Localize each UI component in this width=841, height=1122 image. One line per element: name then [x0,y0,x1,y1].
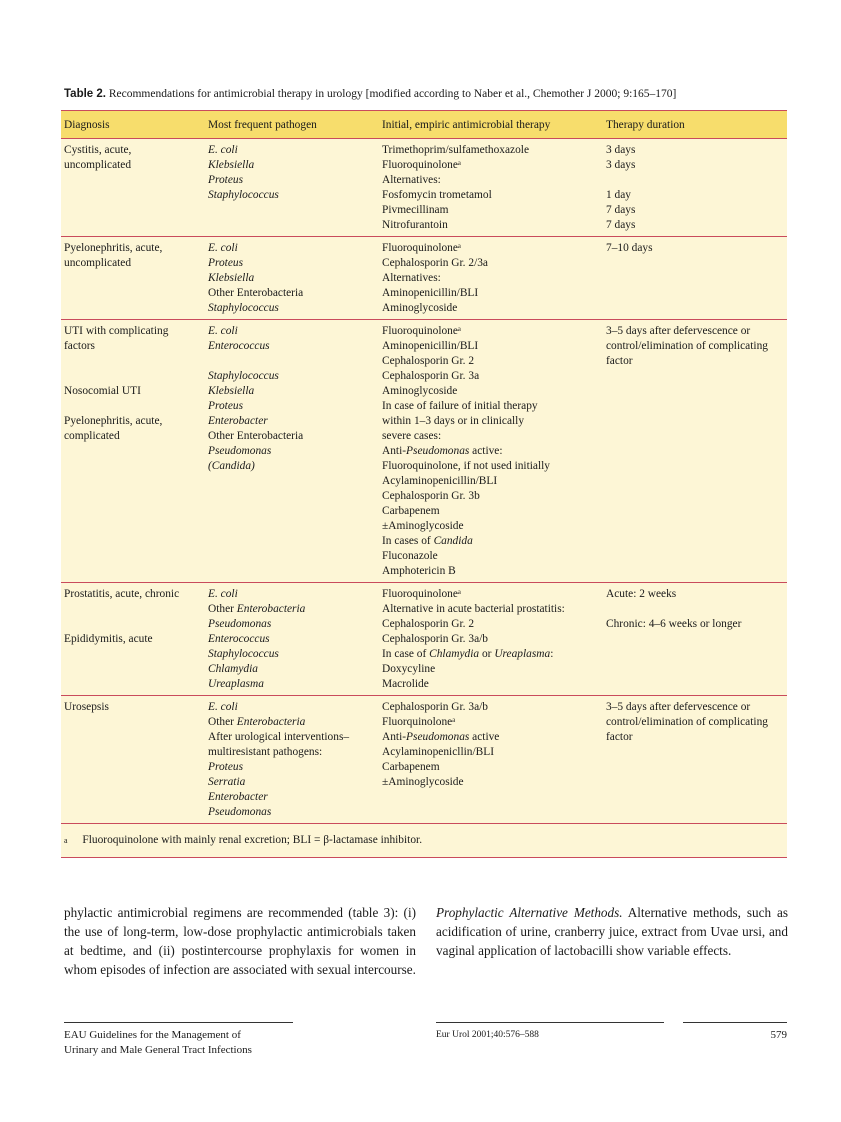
duration-line: Acute: 2 weeks [606,588,677,600]
header-diagnosis: Diagnosis [61,111,205,139]
diagnosis-line: complicated [64,430,120,442]
duration-line: 3–5 days after defervescence or [606,325,751,337]
duration-line: 7 days [606,204,636,216]
diagnosis-line: UTI with complicating [64,325,169,337]
therapy-line: Cephalosporin Gr. 3b [382,490,480,502]
body-right-heading: Prophylactic Alternative Methods. [436,905,623,920]
duration-line: control/elimination of complicating [606,340,768,352]
pathogen-prefix: Other [208,287,237,299]
diagnosis-line: factors [64,340,95,352]
pathogen-line: Enterobacter [208,791,268,803]
body-text-right [436,903,788,960]
pathogen-line: Proteus [208,761,244,773]
pathogen-line: Enterococcus [208,340,270,352]
therapy-line: Cephalosporin Gr. 3a/b [382,701,488,713]
therapy-line: Fluoroquinolone, if not used initially [382,460,551,472]
therapy-cell [379,583,603,696]
therapy-line: Carbapenem [382,505,440,517]
pathogen-line: Enterococcus [208,633,270,645]
diagnosis-cell [61,139,205,237]
diagnosis-line [64,369,202,384]
duration-line: 7 days [606,219,636,231]
therapy-cell [379,139,603,237]
therapy-text-fragment: Anti- [382,731,407,743]
duration-line: 3 days [606,159,636,171]
pathogen-name: Enterobacteria [236,430,304,442]
diagnosis-cell [61,237,205,320]
diagnosis-line: uncomplicated [64,257,132,269]
therapy-line: ±Aminoglycoside [382,776,464,788]
therapy-line: Alternative in acute bacterial prostatitis: [382,603,565,615]
therapy-line: Cephalosporin Gr. 2/3a [382,257,488,269]
pathogen-line: Pseudomonas [208,445,272,457]
therapy-text-fragment: or [479,648,495,660]
duration-line: 1 day [606,189,631,201]
therapy-table [61,110,787,858]
pathogen-line: Serratia [208,776,246,788]
therapy-cell [379,237,603,320]
therapy-line: Aminopenicillin/BLI [382,287,479,299]
diagnosis-line: uncomplicated [64,159,132,171]
diagnosis-line [64,602,202,617]
footer-journal-title [64,1028,252,1058]
pathogen-line: Pseudomonas [208,618,272,630]
therapy-text-fragment: In cases of [382,535,434,547]
pathogen-cell [205,583,379,696]
pathogen-prefix: Other [208,716,237,728]
therapy-line: Carbapenem [382,761,440,773]
footer-left-line1: EAU Guidelines for the Management of [64,1029,241,1041]
diagnosis-line: Nosocomial UTI [64,385,141,397]
table-caption-label: Table 2. [64,88,106,100]
duration-line: factor [606,355,633,367]
pathogen-line: Chlamydia [208,663,258,675]
footer-rule-left [64,1022,293,1023]
therapy-text-fragment: Anti- [382,445,407,457]
diagnosis-line: Prostatitis, acute, chronic [64,588,180,600]
pathogen-line: Staphylococcus [208,370,279,382]
footnote-marker: a [64,836,68,845]
pathogen-line [208,429,376,444]
therapy-line: Fosfomycin trometamol [382,189,492,201]
pathogen-name: Enterobacteria [236,603,306,615]
diagnosis-line: Urosepsis [64,701,109,713]
therapy-cell [379,696,603,824]
duration-cell [603,320,787,583]
therapy-line: Alternatives: [382,272,441,284]
pathogen-cell [205,320,379,583]
therapy-line: Fluoroquinoloneᵃ [382,325,462,337]
table-caption [64,88,784,100]
pathogen-line: Staphylococcus [208,302,279,314]
therapy-line: ±Aminoglycoside [382,520,464,532]
therapy-line: Fluorquinoloneᵃ [382,716,456,728]
table-row [61,320,787,583]
footer-citation: Eur Urol 2001;40:576–588 [436,1030,539,1040]
therapy-line: Cephalosporin Gr. 2 [382,355,475,367]
duration-cell [603,583,787,696]
diagnosis-cell [61,696,205,824]
therapy-line: Pivmecillinam [382,204,449,216]
therapy-line: Acylaminopenicllin/BLI [382,746,494,758]
pathogen-line [208,354,376,369]
diagnosis-line: Epididymitis, acute [64,633,153,645]
therapy-text-fragment: : [550,648,554,660]
pathogen-line: Klebsiella [208,385,255,397]
therapy-text-fragment: Pseudomonas [406,731,470,743]
table-row [61,237,787,320]
therapy-line: Trimethoprim/sulfamethoxazole [382,144,529,156]
pathogen-cell [205,139,379,237]
pathogen-line: Klebsiella [208,159,255,171]
therapy-text-fragment: Chlamydia [429,648,480,660]
therapy-line: Fluoroquinoloneᵃ [382,588,462,600]
therapy-line: within 1–3 days or in clinically [382,415,525,427]
therapy-line: Doxycyline [382,663,436,675]
therapy-line: Fluoroquinoloneᵃ [382,242,462,254]
table-footnote [61,824,787,858]
pathogen-line: (Candida) [208,460,255,472]
header-duration: Therapy duration [603,111,787,139]
therapy-text-fragment: Pseudomonas [406,445,470,457]
pathogen-line: After urological interventions– [208,731,350,743]
header-therapy: Initial, empiric antimicrobial therapy [379,111,603,139]
table-row [61,696,787,824]
duration-cell [603,237,787,320]
therapy-line: Macrolide [382,678,429,690]
duration-line [606,173,784,188]
pathogen-line: Proteus [208,400,244,412]
pathogen-line: Staphylococcus [208,648,279,660]
therapy-text-fragment: In case of [382,648,430,660]
diagnosis-line: Pyelonephritis, acute, [64,242,163,254]
pathogen-name: Enterobacteria [236,287,304,299]
duration-cell [603,139,787,237]
footer-rule-right [683,1022,787,1023]
diagnosis-line: Pyelonephritis, acute, [64,415,163,427]
footer-left-line2: Urinary and Male General Tract Infections [64,1044,252,1056]
duration-line: Chronic: 4–6 weeks or longer [606,618,742,630]
diagnosis-line [64,617,202,632]
body-right-text: Alternative methods, such as acidification of urine, cranberry juice, extract from Uvae ursi, and vaginal application of lactobacilli show variable effects. [436,905,788,958]
pathogen-line: Staphylococcus [208,189,279,201]
therapy-line: severe cases: [382,430,442,442]
duration-line: 3 days [606,144,636,156]
therapy-line: Alternatives: [382,174,441,186]
pathogen-line: Proteus [208,257,244,269]
pathogen-line: E. coli [208,325,238,337]
therapy-line: Cephalosporin Gr. 3a/b [382,633,488,645]
pathogen-line: Pseudomonas [208,806,272,818]
table-caption-text: Recommendations for antimicrobial therapy in urology [modified according to Naber et al., Chemother J 2000; 9:165–170] [108,88,677,100]
duration-line [606,602,784,617]
table-row [61,139,787,237]
header-pathogen: Most frequent pathogen [205,111,379,139]
pathogen-cell [205,237,379,320]
pathogen-line [208,286,376,301]
therapy-line: In case of failure of initial therapy [382,400,538,412]
table-row [61,583,787,696]
page-number: 579 [770,1029,787,1041]
therapy-line: Aminopenicillin/BLI [382,340,479,352]
therapy-line [382,647,600,662]
therapy-table-container [61,110,787,858]
therapy-line: Cephalosporin Gr. 2 [382,618,475,630]
diagnosis-line: Cystitis, acute, [64,144,132,156]
therapy-line: Cephalosporin Gr. 3a [382,370,480,382]
footer-rule-center [436,1022,664,1023]
therapy-line: Acylaminopenicillin/BLI [382,475,498,487]
duration-line: 7–10 days [606,242,653,254]
table-header-row [61,111,787,139]
therapy-cell [379,320,603,583]
body-text-left: phylactic antimicrobial regimens are recommended (table 3): (i) the use of long-term, low-dose prophylactic antimicrobials taken at bedtime, and (ii) postintercourse prophylaxis for women in whom episodes of infection are associated with sexual intercourse. [64,905,416,977]
pathogen-line: E. coli [208,701,238,713]
pathogen-prefix: Other [208,603,237,615]
therapy-line: Amphotericin B [382,565,456,577]
therapy-text-fragment: active: [469,445,503,457]
diagnosis-line [64,354,202,369]
therapy-line [382,730,600,745]
pathogen-name: Enterobacteria [236,716,306,728]
pathogen-line: E. coli [208,144,238,156]
pathogen-line: Klebsiella [208,272,255,284]
therapy-text-fragment: active [469,731,500,743]
pathogen-cell [205,696,379,824]
therapy-text-fragment: Candida [433,535,473,547]
diagnosis-cell [61,320,205,583]
pathogen-line: multiresistant pathogens: [208,746,323,758]
therapy-line: Fluconazole [382,550,438,562]
pathogen-line [208,715,376,730]
pathogen-line: Ureaplasma [208,678,264,690]
footnote-text: Fluoroquinolone with mainly renal excretion; BLI = β-lactamase inhibitor. [82,834,423,846]
table-body [61,139,787,824]
diagnosis-line [64,399,202,414]
therapy-line: Fluoroquinoloneᵃ [382,159,462,171]
therapy-line: Aminoglycoside [382,302,458,314]
duration-line: 3–5 days after defervescence or [606,701,751,713]
duration-cell [603,696,787,824]
therapy-line [382,534,600,549]
pathogen-line: Proteus [208,174,244,186]
duration-line: factor [606,731,633,743]
pathogen-line: E. coli [208,242,238,254]
pathogen-prefix: Other [208,430,237,442]
therapy-line: Aminoglycoside [382,385,458,397]
therapy-line: Nitrofurantoin [382,219,448,231]
pathogen-line [208,602,376,617]
duration-line: control/elimination of complicating [606,716,768,728]
diagnosis-cell [61,583,205,696]
therapy-text-fragment: Ureaplasma [494,648,551,660]
table-footnote-row [61,824,787,858]
therapy-line [382,444,600,459]
pathogen-line: E. coli [208,588,238,600]
pathogen-line: Enterobacter [208,415,268,427]
